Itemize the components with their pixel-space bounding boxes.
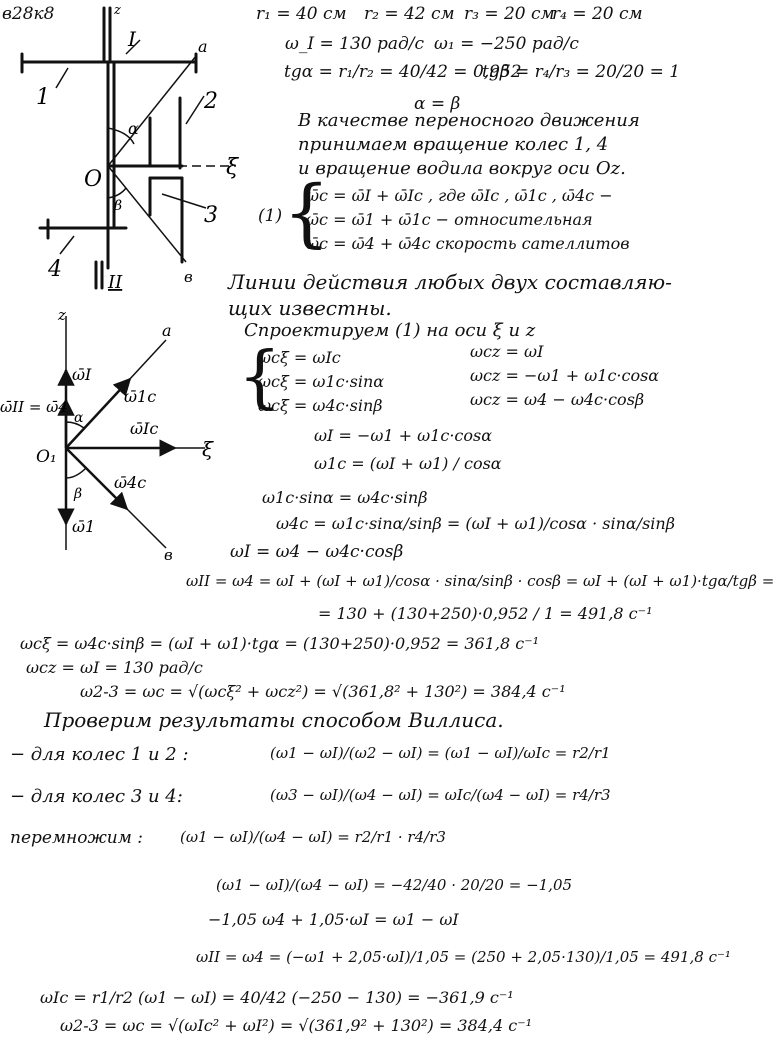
vec-label-omega-Ic: ω̄Ic [130,419,159,438]
mech-label-beta: β [114,198,123,214]
vec-label-a: a [162,321,172,340]
vec-label-omega-1c: ω̄1c [124,387,157,406]
proj-z-1: ωcz = ωI [470,342,544,361]
radius-r4: r₄ = 20 см [552,4,643,24]
willis-title: Проверим результаты способом Виллиса. [44,708,504,732]
system1-brace: { [283,170,331,256]
willis-step-1: (ω1 − ωI)/(ω4 − ωI) = −42/40 · 20/20 = −1,05 [216,876,573,894]
mech-label-2: 2 [204,89,218,114]
derivation-4: ω4c = ω1c·sinα/sinβ = (ωI + ω1)/cosα · sinα/sinβ [276,514,675,533]
willis-wheels34-formula: (ω3 − ωI)/(ω4 − ωI) = ωIc/(ω4 − ωI) = r4/r3 [270,786,611,804]
omega-carrier: ω_I = 130 рад/с [285,34,425,54]
vec-label-omega-4c: ω̄4c [114,473,147,492]
lines-of-action-2: щих известны. [228,296,392,320]
result-omega-2-3: ω2-3 = ωc = √(ωcξ² + ωcz²) = √(361,8² + 130²) = 384,4 c⁻¹ [80,682,566,701]
proj-z-3: ωcz = ω4 − ω4c·cosβ [470,390,645,409]
willis-step-5: ω2-3 = ωc = √(ωIc² + ωI²) = √(361,9² + 130²) = 384,4 c⁻¹ [60,1016,533,1035]
result-omega-c-z: ωcz = ωI = 130 рад/с [26,658,203,677]
radius-r3: r₃ = 20 см [464,4,555,24]
mech-label-4: 4 [48,257,62,282]
tg-alpha: tgα = r₁/r₂ = 40/42 = 0,952 [284,62,522,82]
mechanism-diagram [0,0,240,300]
mech-label-xi: ξ [226,155,239,180]
vec-label-beta: β [74,486,83,502]
proj-xi-brace: { [238,338,282,417]
willis-wheels34-label: − для колес 3 и 4: [10,786,183,807]
intro-line-1: В качестве переносного движения [298,110,640,131]
mech-label-b: в [184,268,193,286]
derivation-2: ω1c = (ωI + ω1) / cosα [314,454,502,473]
projection-title: Спроектируем (1) на оси ξ и z [244,320,536,341]
willis-step-4: ωIc = r1/r2 (ω1 − ωI) = 40/42 (−250 − 130) = −361,9 c⁻¹ [40,988,514,1007]
mech-label-1: 1 [36,85,50,110]
system1-number: (1) [258,206,283,226]
vec-label-omega-II: ω̄II = ω̄4 [0,398,68,416]
willis-step-2: −1,05 ω4 + 1,05·ωI = ω1 − ωI [208,910,459,929]
alpha-equals-beta: α = β [414,94,461,114]
mech-label-a: a [198,37,208,56]
system1-line-3: ω̄c = ω̄4 + ω̄4c скорость сателлитов [306,234,630,253]
willis-wheels12-formula: (ω1 − ωI)/(ω2 − ωI) = (ω1 − ωI)/ωIc = r2/r1 [270,744,611,762]
lines-of-action-1: Линии действия любых двух составляю- [228,270,672,294]
vec-label-xi: ξ [202,437,214,461]
derivation-6: ωII = ω4 = ωI + (ωI + ω1)/cosα · sinα/sinβ · cosβ = ωI + (ωI + ω1)·tgα/tgβ = [186,572,774,590]
system1-line-2: ω̄c = ω̄1 + ω̄1c − относительная [306,210,593,229]
proj-xi-3: ωcξ = ω4c·sinβ [258,396,383,415]
derivation-7: = 130 + (130+250)·0,952 / 1 = 491,8 c⁻¹ [318,604,653,623]
vec-label-O1: O₁ [36,447,57,467]
vec-label-omega-I: ω̄I [72,365,92,384]
result-omega-c-xi: ωcξ = ω4c·sinβ = (ωI + ω1)·tgα = (130+250)·0,952 = 361,8 c⁻¹ [20,634,540,653]
derivation-5: ωI = ω4 − ω4c·cosβ [230,542,404,562]
mech-label-roman1: I [128,27,136,51]
radius-r1: r₁ = 40 см [256,4,347,24]
radius-r2: r₂ = 42 см [364,4,455,24]
proj-z-2: ωcz = −ω1 + ω1c·cosα [470,366,660,385]
tg-beta: tgβ = r₄/r₃ = 20/20 = 1 [482,62,681,82]
derivation-3: ω1c·sinα = ω4c·sinβ [262,488,428,507]
mech-label-O: O [84,167,103,192]
mech-label-roman2: II [108,272,123,293]
proj-xi-2: ωcξ = ω1c·sinα [258,372,385,391]
mech-label-z: z [114,3,121,18]
mech-label-3: 3 [204,203,218,228]
omega-wheel1: ω₁ = −250 рад/с [434,34,579,54]
vec-label-b: в [164,546,173,564]
intro-line-3: и вращение водила вокруг оси Oz. [298,158,626,179]
willis-multiply-formula: (ω1 − ωI)/(ω4 − ωI) = r2/r1 · r4/r3 [180,828,446,846]
willis-step-3: ωII = ω4 = (−ω1 + 2,05·ωI)/1,05 = (250 + 2,05·130)/1,05 = 491,8 c⁻¹ [196,948,731,966]
willis-wheels12-label: − для колес 1 и 2 : [10,744,189,765]
vector-diagram [0,306,240,570]
willis-multiply-label: перемножим : [10,828,143,848]
derivation-1: ωI = −ω1 + ω1c·cosα [314,426,493,445]
intro-line-2: принимаем вращение колес 1, 4 [298,134,609,155]
variant-label: в28к8 [2,4,55,24]
proj-xi-1: ωcξ = ωIc [258,348,341,367]
vec-label-omega-1: ω̄1 [72,517,96,536]
vec-label-z: z [58,306,66,324]
mech-label-alpha: α [128,119,139,138]
vec-label-alpha: α [74,410,84,426]
system1-line-1: ω̄c = ω̄I + ω̄Ic , где ω̄Ic , ω̄1c , ω̄4c − [306,186,613,205]
